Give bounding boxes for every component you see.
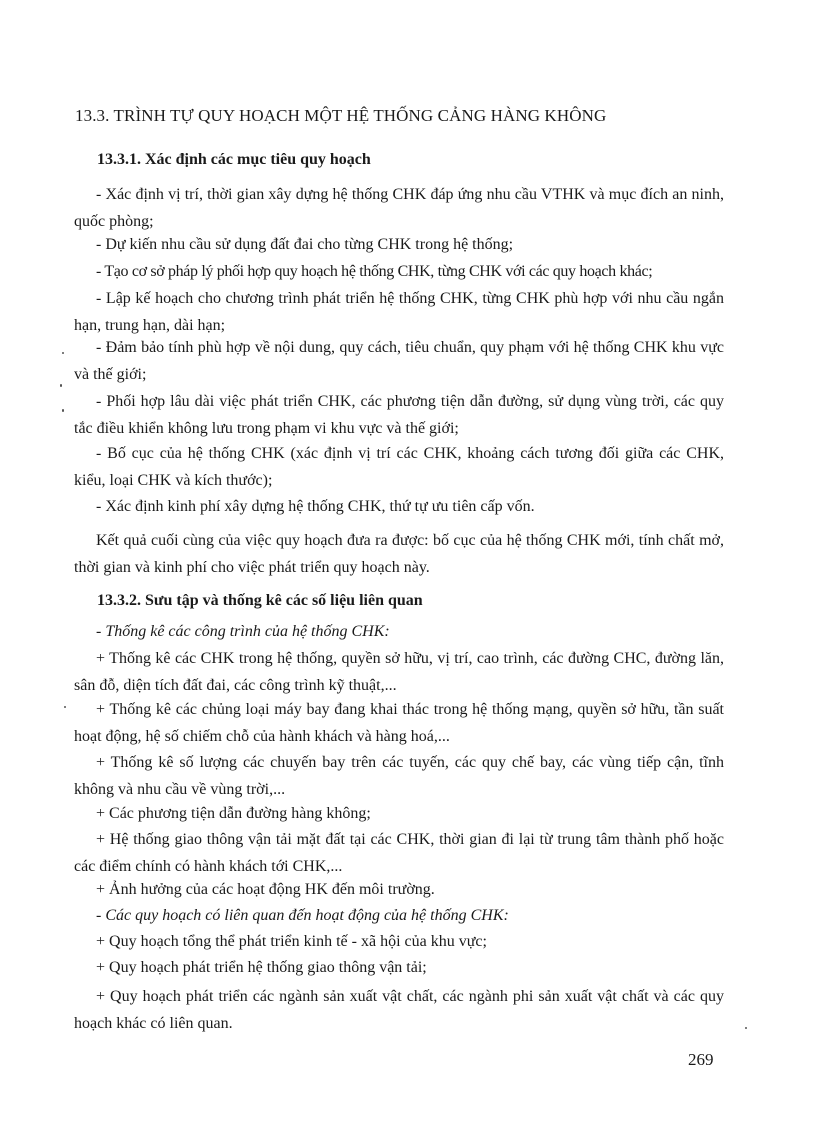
list-heading: - Thống kê các công trình của hệ thống CHK:: [96, 623, 390, 640]
scan-speck: [62, 352, 64, 354]
paragraph: - Bố cục của hệ thống CHK (xác định vị trí các CHK, khoảng cách tương đối giữa các CHK, kiểu, loại CHK và kích thước);: [74, 445, 724, 489]
list-item: + Ảnh hưởng của các hoạt động HK đến môi trường.: [96, 881, 435, 898]
paragraph: - Tạo cơ sở pháp lý phối hợp quy hoạch hệ thống CHK, từng CHK với các quy hoạch khác;: [96, 263, 653, 280]
subsection-title-13-3-1: 13.3.1. Xác định các mục tiêu quy hoạch: [97, 151, 371, 168]
list-item: + Quy hoạch tổng thể phát triển kinh tế - xã hội của khu vực;: [96, 933, 487, 950]
scan-speck: [64, 706, 66, 708]
list-item: + Thống kê các CHK trong hệ thống, quyền sở hữu, vị trí, cao trình, các đường CHC, đường lăn, sân đỗ, diện tích đất đai, các công trình kỹ thuật,...: [74, 650, 724, 694]
scan-speck: [60, 384, 62, 387]
paragraph: - Đảm bảo tính phù hợp về nội dung, quy cách, tiêu chuẩn, quy phạm với hệ thống CHK khu vực và thế giới;: [74, 339, 724, 383]
list-item: + Các phương tiện dẫn đường hàng không;: [96, 805, 371, 822]
page-number: 269: [688, 1050, 714, 1069]
paragraph: - Xác định vị trí, thời gian xây dựng hệ thống CHK đáp ứng nhu cầu VTHK và mục đích an ninh, quốc phòng;: [74, 186, 724, 230]
list-item: + Thống kê số lượng các chuyến bay trên các tuyến, các quy chế bay, các vùng tiếp cận, tĩnh không và nhu cầu về vùng trời,...: [74, 754, 724, 798]
paragraph: - Lập kế hoạch cho chương trình phát triển hệ thống CHK, từng CHK phù hợp với nhu cầu ngắn hạn, trung hạn, dài hạn;: [74, 290, 724, 334]
section-heading: 13.3. TRÌNH TỰ QUY HOẠCH MỘT HỆ THỐNG CẢNG HÀNG KHÔNG: [75, 106, 607, 125]
subsection-title-13-3-2: 13.3.2. Sưu tập và thống kê các số liệu liên quan: [97, 592, 423, 609]
list-item: + Thống kê các chủng loại máy bay đang khai thác trong hệ thống mạng, quyền sở hữu, tần suất hoạt động, hệ số chiếm chỗ của hành khách và hàng hoá,...: [74, 701, 724, 745]
paragraph: - Dự kiến nhu cầu sử dụng đất đai cho từng CHK trong hệ thống;: [96, 236, 514, 253]
paragraph: - Xác định kinh phí xây dựng hệ thống CHK, thứ tự ưu tiên cấp vốn.: [96, 498, 535, 515]
list-item: + Quy hoạch phát triển hệ thống giao thông vận tải;: [96, 959, 427, 976]
list-item: + Quy hoạch phát triển các ngành sản xuất vật chất, các ngành phi sản xuất vật chất và các quy hoạch khác có liên quan.: [74, 988, 724, 1032]
list-item: + Hệ thống giao thông vận tải mặt đất tại các CHK, thời gian đi lại từ trung tâm thành phố hoặc các điểm chính có hành khách tới CHK,...: [74, 831, 724, 875]
scan-speck: [62, 409, 64, 412]
list-heading: - Các quy hoạch có liên quan đến hoạt động của hệ thống CHK:: [96, 907, 509, 924]
paragraph: - Phối hợp lâu dài việc phát triển CHK, các phương tiện dẫn đường, sử dụng vùng trời, các quy tắc điều khiển không lưu trong phạm vi khu vực và thế giới;: [74, 393, 724, 437]
paragraph: Kết quả cuối cùng của việc quy hoạch đưa ra được: bố cục của hệ thống CHK mới, tính chất mở, thời gian và kinh phí cho việc phát triển quy hoạch này.: [74, 532, 724, 576]
scan-speck: [745, 1027, 747, 1029]
